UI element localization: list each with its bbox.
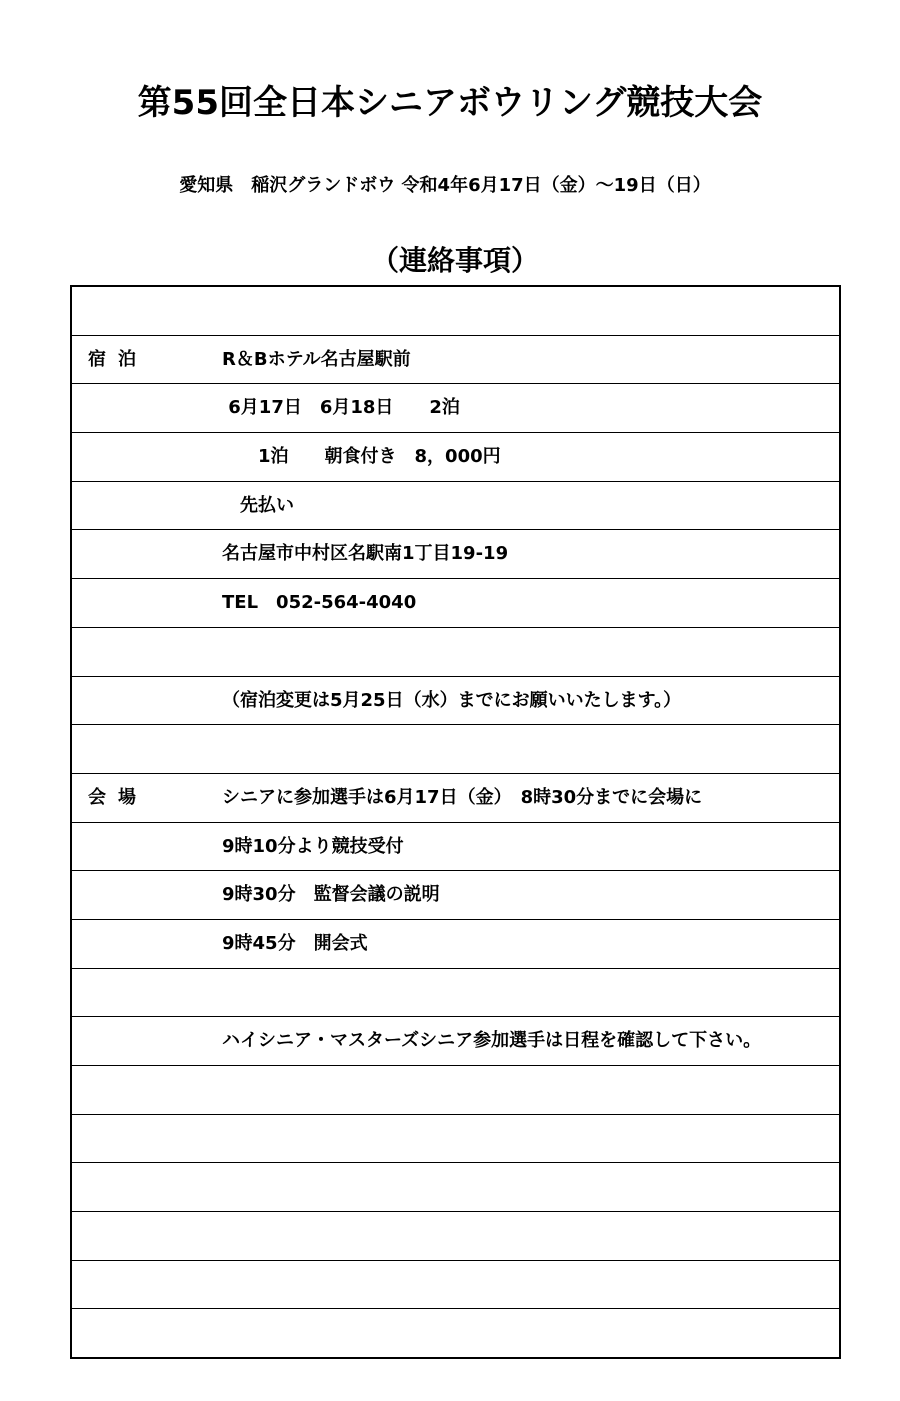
section-heading: （連絡事項）	[370, 244, 539, 277]
row-text: TEL 052-564-4040	[222, 592, 417, 614]
row-text: 6月17日 6月18日 2泊	[222, 397, 460, 419]
table-row	[72, 579, 839, 628]
table-row	[72, 1115, 839, 1164]
table-row	[72, 774, 839, 823]
row-text: （宿泊変更は5月25日（水）までにお願いいたします。）	[222, 689, 682, 711]
table-row	[72, 871, 839, 920]
table-row	[72, 1261, 839, 1310]
table-row	[72, 287, 839, 336]
row-text: 先払い	[222, 494, 294, 516]
row-text: R＆Bホテル名古屋駅前	[222, 348, 411, 370]
event-venue-and-dates: 愛知県 稲沢グランドボウ 令和4年6月17日（金）～19日（日）	[179, 175, 711, 196]
row-text: ハイシニア・マスターズシニア参加選手は日程を確認して下さい。	[222, 1030, 762, 1052]
row-text: 9時45分 開会式	[222, 932, 368, 954]
table-row	[72, 482, 839, 531]
row-text: 9時30分 監督会議の説明	[222, 884, 440, 906]
table-row	[72, 1066, 839, 1115]
row-text: 9時10分より競技受付	[222, 835, 404, 857]
table-row	[72, 920, 839, 969]
row-text: 1泊 朝食付き 8，000円	[222, 446, 501, 468]
table-row	[72, 433, 839, 482]
table-row	[72, 677, 839, 726]
table-row	[72, 628, 839, 677]
table-row	[72, 1212, 839, 1261]
table-row	[72, 384, 839, 433]
table-row	[72, 1017, 839, 1066]
row-text: シニアに参加選手は6月17日（金） 8時30分までに会場に	[222, 786, 703, 808]
table-row	[72, 1309, 839, 1358]
table-row	[72, 530, 839, 579]
notice-table	[70, 285, 841, 1359]
document-title: 第55回全日本シニアボウリング競技大会	[137, 83, 763, 123]
table-row	[72, 725, 839, 774]
table-row	[72, 969, 839, 1018]
table-row	[72, 336, 839, 385]
table-row	[72, 823, 839, 872]
table-row	[72, 1163, 839, 1212]
row-label: 会場	[88, 786, 148, 808]
row-label: 宿泊	[88, 348, 148, 370]
row-text: 名古屋市中村区名駅南1丁目19-19	[222, 543, 509, 565]
